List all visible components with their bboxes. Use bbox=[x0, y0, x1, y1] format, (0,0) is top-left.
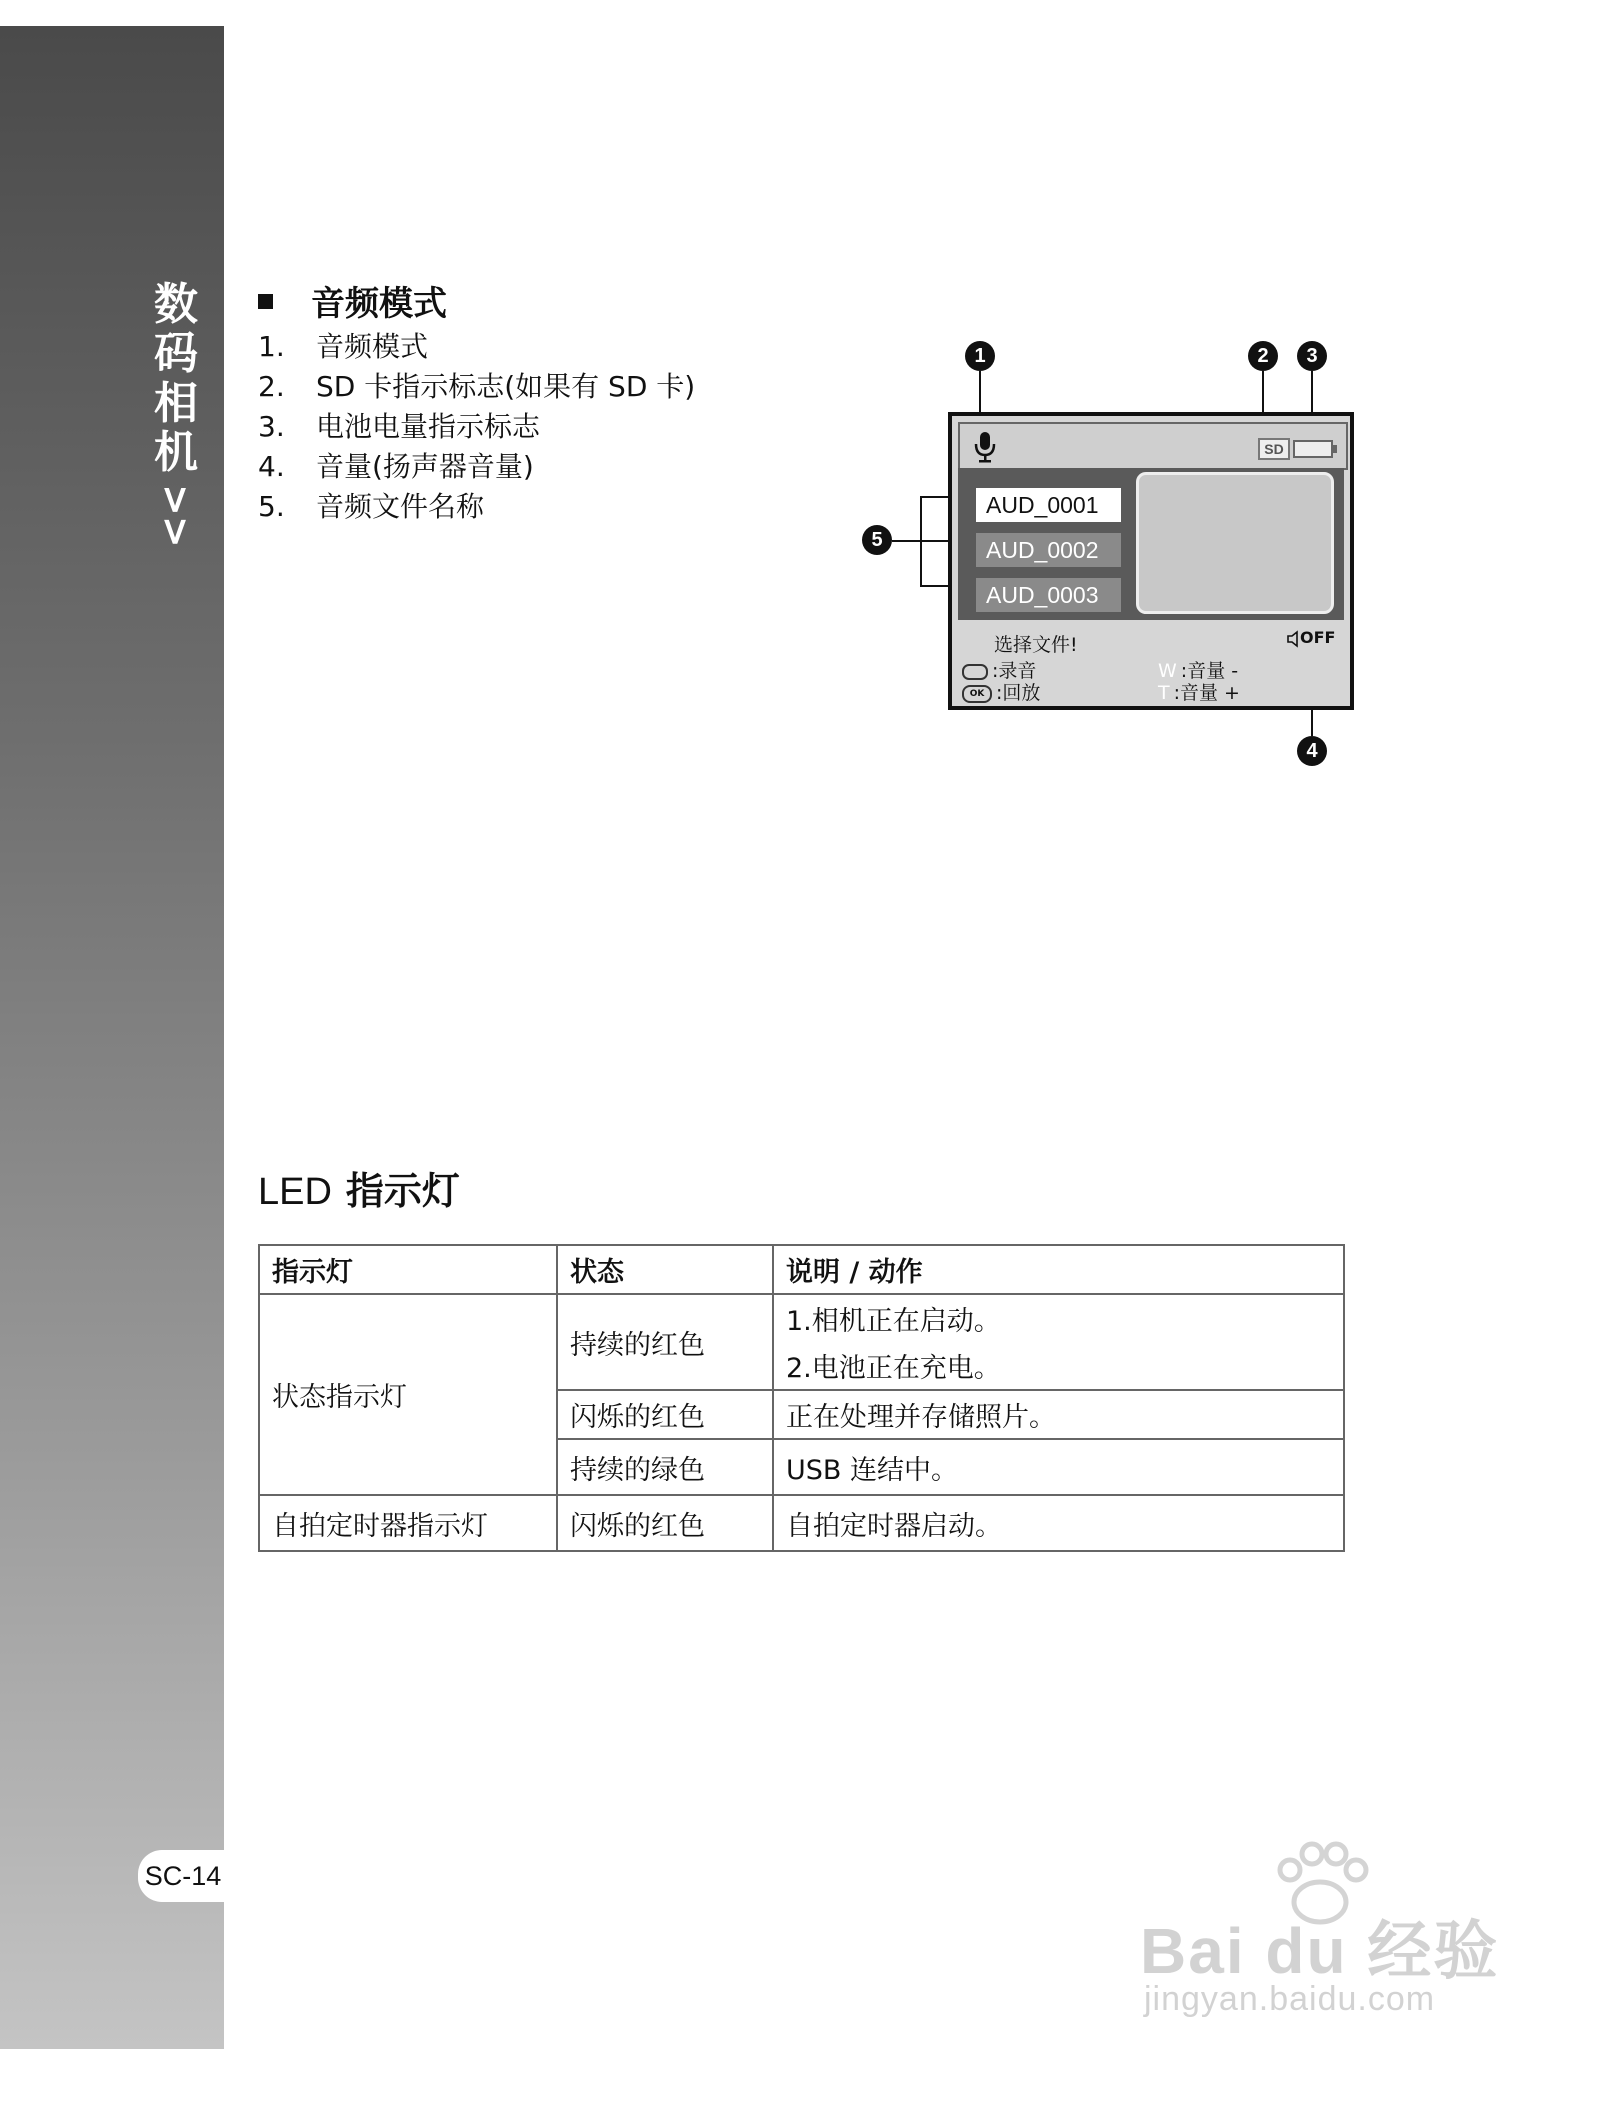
watermark-text: Bai du 经验 bbox=[1140, 1915, 1500, 1987]
file-browser bbox=[958, 468, 1344, 620]
table-cell: 正在处理并存储照片。 bbox=[773, 1390, 1344, 1439]
preview-pane bbox=[1136, 472, 1334, 614]
battery-icon bbox=[1293, 440, 1333, 458]
key-volume-up: T :音量 + bbox=[1158, 682, 1240, 704]
section-title: 音频模式 bbox=[258, 276, 447, 325]
item-list bbox=[258, 327, 695, 527]
list-item: 5. 音频文件名称 bbox=[258, 490, 485, 523]
table-cell: 自拍定时器启动。 bbox=[773, 1495, 1344, 1551]
page-number: SC-14 bbox=[138, 1850, 228, 1902]
key-play: OK :回放 bbox=[962, 678, 1040, 705]
leader-line-5 bbox=[892, 540, 920, 542]
sidebar-title bbox=[146, 279, 206, 548]
sidebar-title-char: 数 bbox=[154, 279, 198, 330]
led-section-title: LED 指示灯 bbox=[258, 1169, 460, 1213]
callout-5: 5 bbox=[862, 525, 892, 555]
table-cell: 1.相机正在启动。 bbox=[773, 1294, 1344, 1342]
leader-line-1 bbox=[979, 371, 981, 417]
header-cell: 说明 / 动作 bbox=[773, 1245, 1344, 1294]
lcd-status-bar bbox=[958, 422, 1348, 470]
header-cell: 指示灯 bbox=[259, 1245, 557, 1294]
table-cell: 2.电池正在充电。 bbox=[773, 1342, 1344, 1390]
sidebar-title-char: 机 bbox=[154, 426, 198, 478]
select-prompt: 选择文件! bbox=[994, 634, 1078, 656]
table-row bbox=[259, 1294, 1344, 1342]
callout-4: 4 bbox=[1297, 736, 1327, 766]
sidebar-title-char: 码 bbox=[154, 328, 198, 380]
lcd-footer bbox=[952, 622, 1350, 706]
key-volume-down: W :音量 - bbox=[1158, 660, 1239, 682]
lcd-screen bbox=[948, 412, 1354, 710]
table-cell: 持续的红色 bbox=[557, 1294, 773, 1390]
sidebar-arrows: >> bbox=[154, 484, 198, 548]
table-row bbox=[259, 1495, 1344, 1551]
speaker-icon bbox=[1286, 630, 1300, 648]
callout-1: 1 bbox=[965, 341, 995, 371]
table-cell: 持续的绿色 bbox=[557, 1439, 773, 1495]
table-cell: 自拍定时器指示灯 bbox=[259, 1495, 557, 1551]
table-cell: 闪烁的红色 bbox=[557, 1495, 773, 1551]
ok-button-icon: OK bbox=[962, 685, 992, 703]
callout-3: 3 bbox=[1297, 341, 1327, 371]
table-cell: USB 连结中。 bbox=[773, 1439, 1344, 1495]
key-record: :录音 bbox=[962, 656, 1036, 683]
file-item[interactable]: AUD_0003 bbox=[976, 578, 1121, 612]
bullet-square-icon bbox=[258, 294, 273, 309]
volume-off-indicator: OFF bbox=[1286, 628, 1335, 648]
file-item[interactable]: AUD_0002 bbox=[976, 533, 1121, 567]
list-item: 1. 音频模式 bbox=[258, 330, 429, 363]
list-item: 2. SD 卡指示标志(如果有 SD 卡) bbox=[258, 370, 696, 403]
microphone-icon bbox=[970, 430, 1000, 464]
table-header-row bbox=[259, 1245, 1344, 1294]
led-table bbox=[258, 1244, 1345, 1552]
file-item-selected[interactable]: AUD_0001 bbox=[976, 488, 1121, 522]
table-cell: 闪烁的红色 bbox=[557, 1390, 773, 1439]
list-item: 4. 音量(扬声器音量) bbox=[258, 450, 534, 483]
list-item: 3. 电池电量指示标志 bbox=[258, 410, 541, 443]
callout-2: 2 bbox=[1248, 341, 1278, 371]
header-cell: 状态 bbox=[557, 1245, 773, 1294]
baidu-watermark bbox=[1140, 1840, 1520, 2030]
sidebar-title-char: 相 bbox=[154, 377, 198, 429]
table-cell: 状态指示灯 bbox=[259, 1294, 557, 1495]
watermark-url: jingyan.baidu.com bbox=[1144, 1980, 1436, 2018]
sd-card-icon: SD bbox=[1258, 438, 1290, 460]
